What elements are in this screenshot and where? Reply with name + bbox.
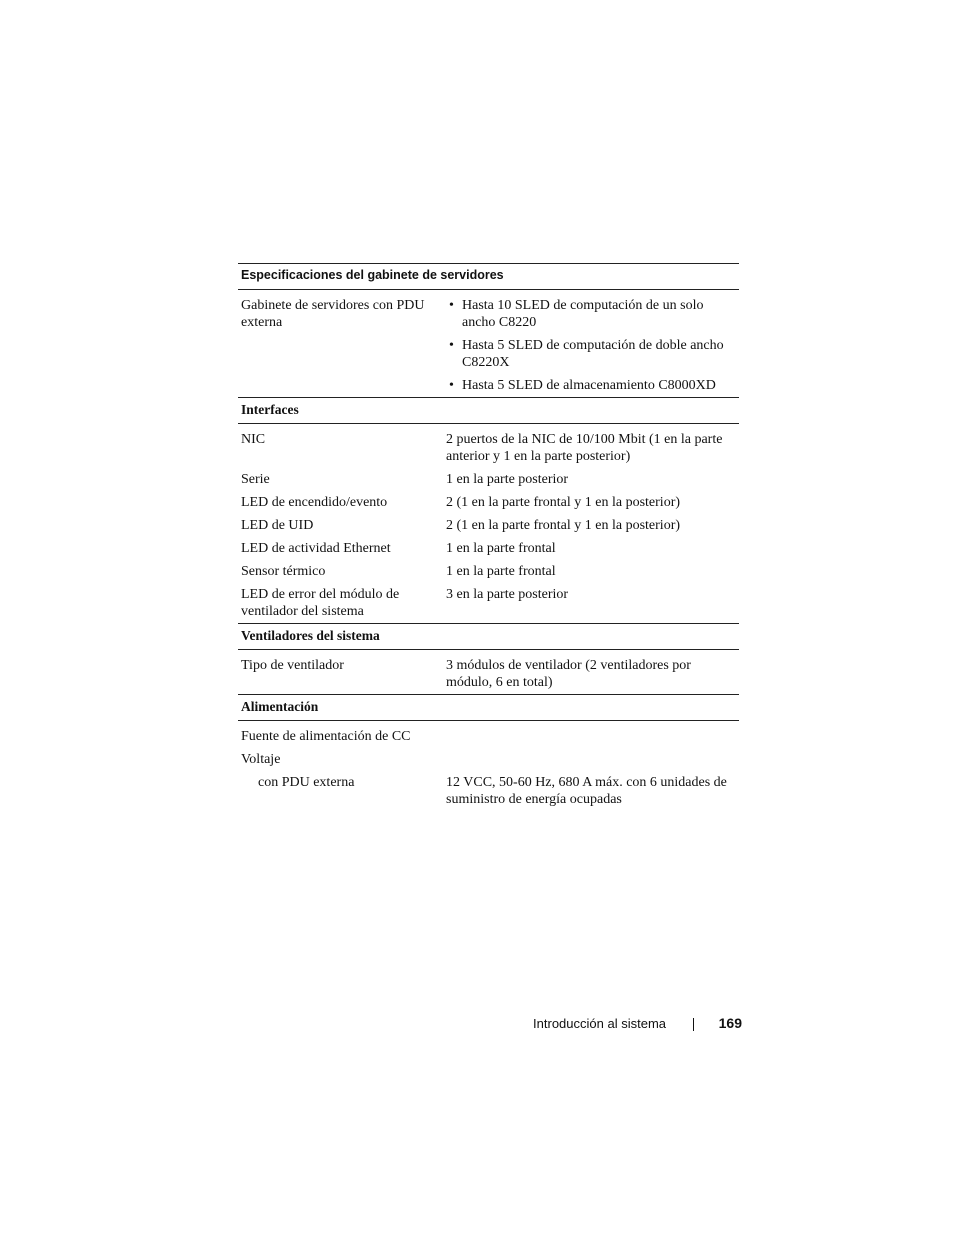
table-row [238,557,739,580]
table-row [238,511,739,534]
row-label: LED de actividad Ethernet [241,541,391,556]
row-value: 1 en la parte posterior [446,472,569,487]
row-value [446,297,739,394]
bullet-item: • Hasta 5 SLED de computación de doble ancho C8220X [446,337,735,371]
spec-table [238,263,739,811]
row-label: Fuente de alimentación de CC [241,729,411,744]
table-row [238,745,739,768]
bullet-item: • Hasta 10 SLED de computación de un solo ancho C8220 [446,297,735,331]
row-label: Sensor térmico [241,564,326,579]
row-label: LED de encendido/evento [241,495,388,510]
table-row [238,291,739,394]
row-label: con PDU externa [258,775,355,790]
table-row [238,488,739,511]
row-label: NIC [241,432,266,447]
page-footer [470,1014,742,1034]
row-value: 2 puertos de la NIC de 10/100 Mbit (1 en la parte anterior y 1 en la parte posterior) [446,432,723,464]
row-label: Gabinete de servidores con PDU externa [241,298,425,330]
row-value: 3 en la parte posterior [446,587,569,602]
row-value: 1 en la parte frontal [446,564,556,579]
table-row [238,768,739,808]
footer-separator [693,1018,694,1031]
fans-rows [238,650,739,694]
row-value: 1 en la parte frontal [446,541,556,556]
section-heading-interfaces: Interfaces [238,397,739,424]
row-label: Serie [241,472,270,487]
row-label: LED de UID [241,518,314,533]
chapter-title: Introducción al sistema [533,1016,666,1031]
table-row [238,425,739,465]
interfaces-rows [238,424,739,623]
table-row [238,580,739,620]
row-label: LED de error del módulo de ventilador del sistema [241,587,400,619]
power-rows [238,721,739,811]
table-row [238,722,739,745]
table-row [238,651,739,691]
bullet-item: • Hasta 5 SLED de almacenamiento C8000XD [446,377,735,394]
row-label: Voltaje [241,752,281,767]
bullet-list [446,297,735,394]
row-value: 2 (1 en la parte frontal y 1 en la posterior) [446,518,681,533]
enclosure-rows [238,290,739,397]
section-heading-fans: Ventiladores del sistema [238,623,739,650]
table-title: Especificaciones del gabinete de servidores [238,264,739,290]
table-row [238,465,739,488]
row-value [446,751,739,768]
row-value: 3 módulos de ventilador (2 ventiladores por módulo, 6 en total) [446,658,691,690]
row-label: Tipo de ventilador [241,658,344,673]
section-heading-power: Alimentación [238,694,739,721]
page-number: 169 [718,1015,742,1031]
row-value: 2 (1 en la parte frontal y 1 en la posterior) [446,495,681,510]
row-value [446,728,739,745]
table-row [238,534,739,557]
row-value: 12 VCC, 50-60 Hz, 680 A máx. con 6 unidades de suministro de energía ocupadas [446,775,727,807]
